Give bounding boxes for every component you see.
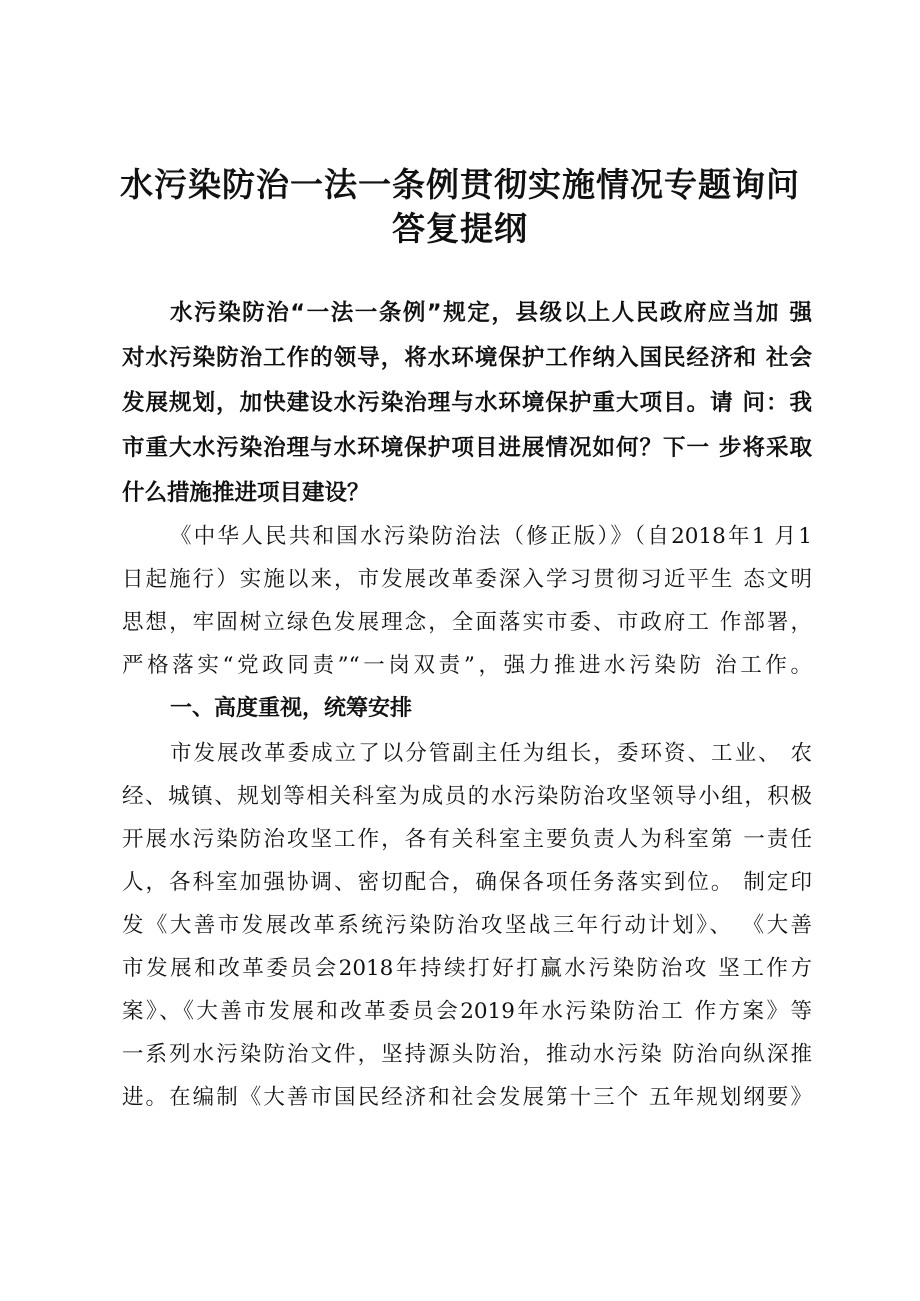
- section-heading: 一、高度重视，统筹安排: [170, 696, 413, 721]
- question-line-3: 发展规划，加快建设水污染治理与水环境保护重大项目。请 问：我: [122, 390, 812, 416]
- question-line-4: 市重大水污染治理与水环境保护项目进展情况如何？下一 步将采取: [122, 435, 812, 461]
- intro-line-1: 《中华人民共和国水污染防治法（修正版）》（自2018年1 月1: [170, 524, 812, 549]
- question-line-1: 水污染防治“一法一条例”规定，县级以上人民政府应当加 强: [170, 300, 812, 326]
- intro-line-4: 严格落实“党政同责”“一岗双责”，强力推进水污染防 治工作。: [122, 653, 812, 678]
- question-line-2: 对水污染防治工作的领导，将水环境保护工作纳入国民经济和 社会: [122, 345, 812, 371]
- body-line-6: 市发展和改革委员会2018年持续打好打赢水污染防治攻 坚工作方: [122, 956, 812, 981]
- document-title-line-1: 水污染防治一法一条例贯彻实施情况专题询问: [120, 165, 800, 204]
- body-line-4: 人，各科室加强协调、密切配合，确保各项任务落实到位。 制定印: [122, 870, 812, 895]
- body-line-8: 一系列水污染防治文件，坚持源头防治，推动水污染 防治向纵深推: [122, 1042, 812, 1067]
- body-line-9: 进。在编制《大善市国民经济和社会发展第十三个 五年规划纲要》: [122, 1085, 812, 1110]
- body-line-1: 市发展改革委成立了以分管副主任为组长，委环资、工业、 农: [170, 741, 812, 766]
- body-line-3: 开展水污染防治攻坚工作，各有关科室主要负责人为科室第 一责任: [122, 827, 812, 852]
- body-line-7: 案》、《大善市发展和改革委员会2019年水污染防治工 作方案》等: [122, 999, 812, 1024]
- question-line-5: 什么措施推进项目建设？: [122, 480, 370, 506]
- document-title-line-2: 答复提纲: [392, 209, 528, 248]
- body-line-2: 经、城镇、规划等相关科室为成员的水污染防治攻坚领导小组，积极: [122, 784, 812, 809]
- body-line-5: 发《大善市发展改革系统污染防治攻坚战三年行动计划》、 《大善: [122, 913, 812, 938]
- intro-line-3: 思想，牢固树立绿色发展理念，全面落实市委、市政府工 作部署，: [122, 610, 812, 635]
- intro-line-2: 日起施行）实施以来，市发展改革委深入学习贯彻习近平生 态文明: [122, 567, 812, 592]
